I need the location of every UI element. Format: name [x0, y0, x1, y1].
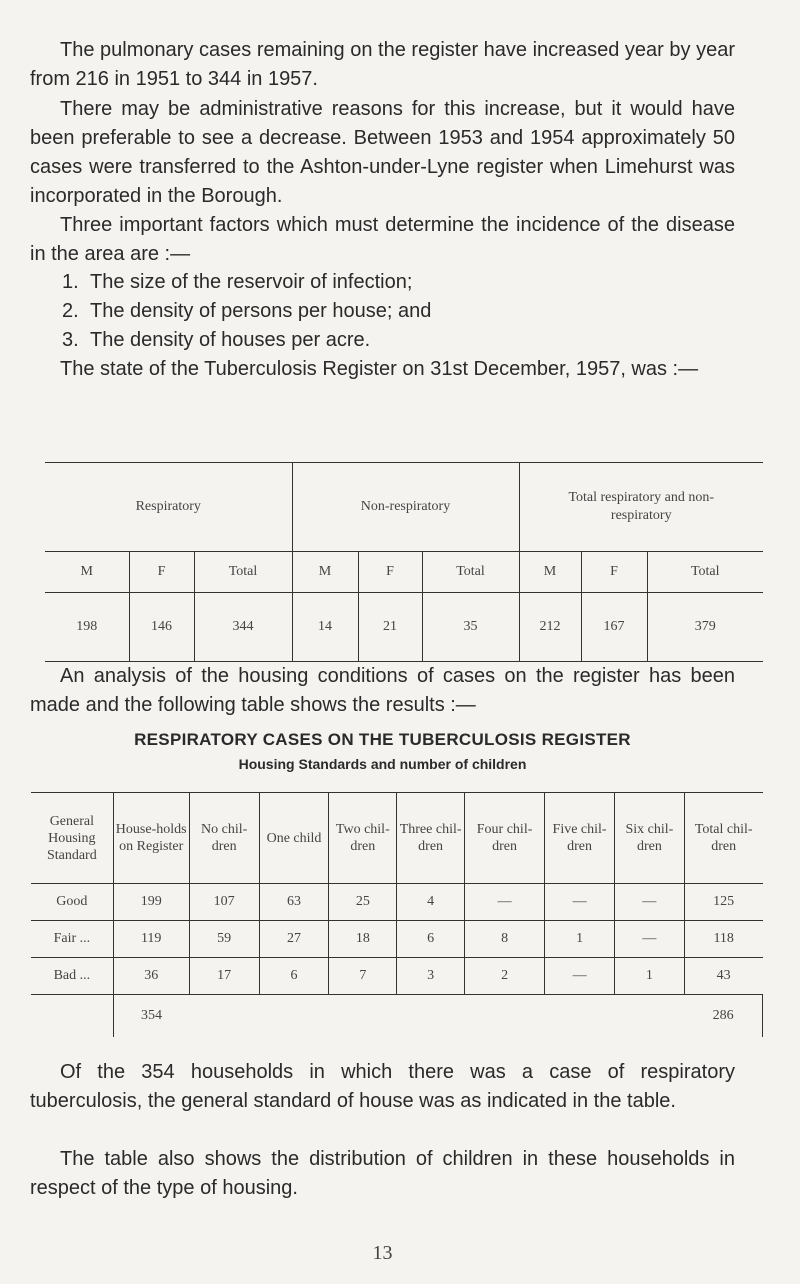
column-header: F [358, 552, 422, 593]
housing-table-title: RESPIRATORY CASES ON THE TUBERCULOSIS REGISTER [134, 730, 631, 749]
table-cell: 35 [422, 593, 519, 662]
paragraph-important-factors: Three important factors which must determine the incidence of the disease in the area are :— [30, 214, 735, 265]
paragraph-households-summary: Of the 354 households in which there was a case of respiratory tuberculosis, the general standard of house was as indicated in the table. [30, 1061, 735, 1112]
table-cell: 4 [397, 884, 465, 921]
column-header: General Housing Standard [31, 793, 113, 884]
totals-row [31, 995, 763, 1038]
table-cell: — [615, 921, 685, 958]
table-cell: 36 [113, 958, 189, 995]
paragraph-administrative-reasons: There may be administrative reasons for this increase, but it would have been preferable to see a decrease. Between 1953 and 1954 approximately 50 cases were transferred to the Ashton-under-Lyne register when Limehurst was incorporated in the Borough. [30, 98, 735, 207]
table-cell: 43 [684, 958, 762, 995]
page-number: 13 [372, 1242, 393, 1264]
factors-list [30, 268, 431, 355]
column-header: Total [194, 552, 292, 593]
table-cell: 118 [684, 921, 762, 958]
table-row [31, 958, 763, 995]
table-cell: — [545, 958, 615, 995]
table-cell: 8 [465, 921, 545, 958]
housing-table-subtitle: Housing Standards and number of children [238, 756, 527, 772]
total-households: 354 [113, 995, 189, 1038]
table-cell: 119 [113, 921, 189, 958]
table-cell: 379 [647, 593, 763, 662]
column-header: M [519, 552, 581, 593]
table-cell: Good [31, 884, 113, 921]
group-header-respiratory: Respiratory [45, 463, 292, 552]
list-item: 2. The density of persons per house; and [62, 300, 432, 322]
column-header: Six chil-dren [615, 793, 685, 884]
column-header: House-holds on Register [113, 793, 189, 884]
table-cell: 344 [194, 593, 292, 662]
column-header: F [581, 552, 647, 593]
paragraph-register-state: The state of the Tuberculosis Register on 31st December, 1957, was :— [60, 358, 699, 380]
table-cell: 63 [259, 884, 329, 921]
housing-table [31, 792, 763, 1037]
paragraph-housing-analysis: An analysis of the housing conditions of cases on the register has been made and the following table shows the results :— [30, 665, 735, 716]
group-header-non-respiratory: Non-respiratory [292, 463, 519, 552]
table-cell: 25 [329, 884, 397, 921]
column-header: Total [422, 552, 519, 593]
column-header: Four chil-dren [465, 793, 545, 884]
register-table [45, 462, 763, 662]
table-cell: — [545, 884, 615, 921]
paragraph-pulmonary-cases: The pulmonary cases remaining on the register have increased year by year from 216 in 1951 to 344 in 1957. [30, 39, 735, 90]
table-cell: 125 [684, 884, 762, 921]
column-header: Three chil-dren [397, 793, 465, 884]
table-cell: Bad ... [31, 958, 113, 995]
table-row [31, 921, 763, 958]
table-cell: 167 [581, 593, 647, 662]
table-cell: 6 [397, 921, 465, 958]
table-cell: 198 [45, 593, 129, 662]
column-header: Total [647, 552, 763, 593]
paragraph-children-distribution: The table also shows the distribution of children in these households in respect of the type of housing. [30, 1148, 735, 1199]
table-cell: 199 [113, 884, 189, 921]
table-cell: 146 [129, 593, 194, 662]
column-header: No chil-dren [189, 793, 259, 884]
table-cell: 21 [358, 593, 422, 662]
table-cell: — [615, 884, 685, 921]
table-cell: Fair ... [31, 921, 113, 958]
table-cell: 1 [615, 958, 685, 995]
column-header: One child [259, 793, 329, 884]
table-cell: 7 [329, 958, 397, 995]
table-cell: 27 [259, 921, 329, 958]
table-row [31, 884, 763, 921]
table-cell: 17 [189, 958, 259, 995]
table-cell: 1 [545, 921, 615, 958]
table-cell: 3 [397, 958, 465, 995]
total-children: 286 [684, 995, 762, 1038]
table-cell: 6 [259, 958, 329, 995]
column-header: Two chil-dren [329, 793, 397, 884]
table-cell: 2 [465, 958, 545, 995]
column-header: M [45, 552, 129, 593]
column-header: Total chil-dren [684, 793, 762, 884]
group-header-total: Total respiratory and non-respiratory [519, 463, 763, 552]
table-cell: 107 [189, 884, 259, 921]
column-header: Five chil-dren [545, 793, 615, 884]
table-cell: — [465, 884, 545, 921]
table-cell: 59 [189, 921, 259, 958]
list-item: 3. The density of houses per acre. [62, 329, 371, 351]
table-cell: 14 [292, 593, 358, 662]
column-header: F [129, 552, 194, 593]
list-item: 1. The size of the reservoir of infection; [62, 271, 413, 293]
table-cell: 212 [519, 593, 581, 662]
table-cell: 18 [329, 921, 397, 958]
column-header: M [292, 552, 358, 593]
